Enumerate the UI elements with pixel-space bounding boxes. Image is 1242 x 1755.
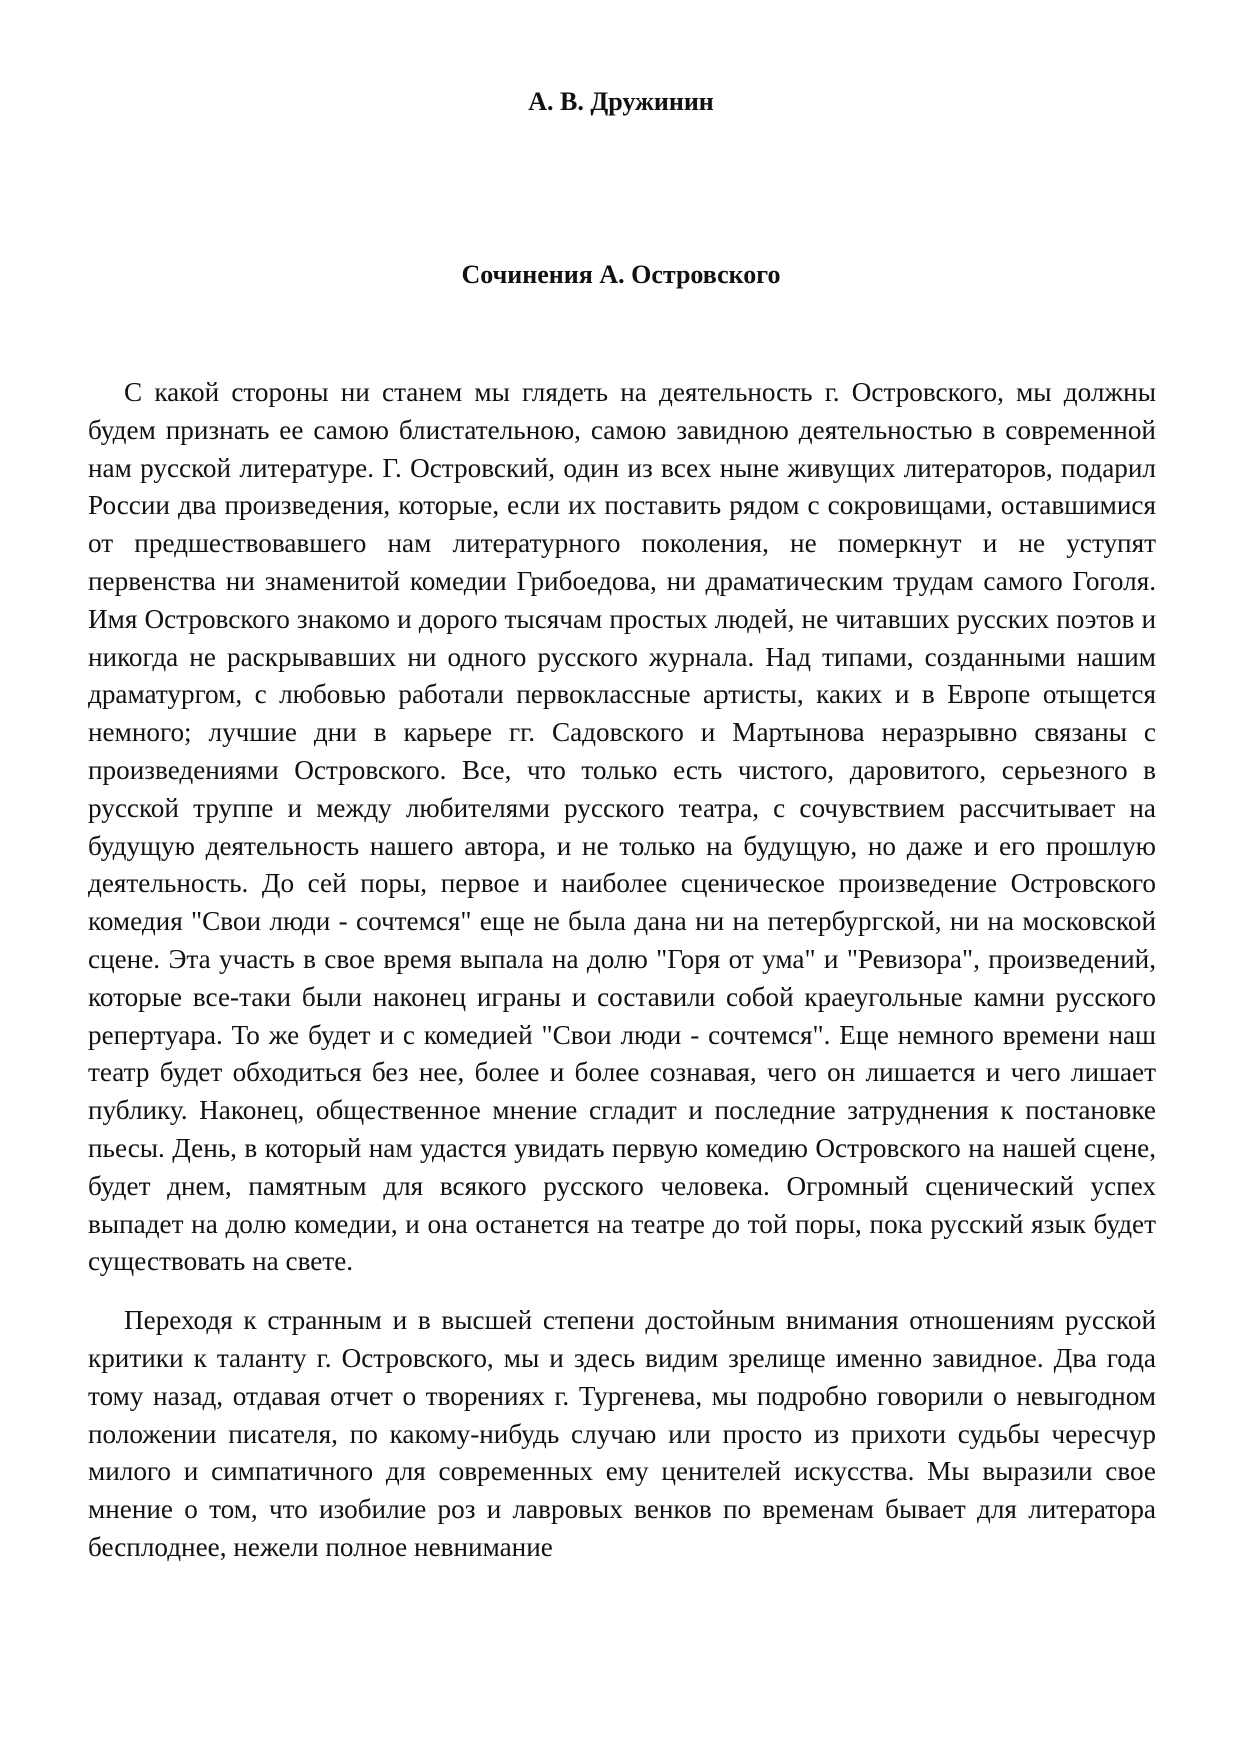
author-name: А. В. Дружинин xyxy=(528,87,714,116)
document-title: Сочинения А. Островского xyxy=(461,260,781,289)
document-body xyxy=(88,374,1156,1567)
paragraph-2: Переходя к странным и в высшей степени достойным внимания отношениям русской критики к таланту г. Островского, мы и здесь видим зрелище именно завидное. Два года тому назад, отдавая отчет о творениях г. Тургенева, мы подробно говорили о невыгодном положении писателя, по какому-нибудь случаю или просто из прихоти судьбы чересчур милого и симпатичного для современных ему ценителей искусства. Мы выразили свое мнение о том, что изобилие роз и лавровых венков по временам бывает для литератора бесплоднее, нежели полное невнимание xyxy=(88,1305,1156,1562)
paragraph-1: С какой стороны ни станем мы глядеть на деятельность г. Островского, мы должны будем признать ее самою блистательною, самою завидною деятельностью в современной нам русской литературе. Г. Островский, один из всех ныне живущих литераторов, подарил России два произведения, которые, если их поставить рядом с сокровищами, оставшимися от предшествовавшего нам литературного поколения, не померкнут и не уступят первенства ни знаменитой комедии Грибоедова, ни драматическим трудам самого Гоголя. Имя Островского знакомо и дорого тысячам простых людей, не читавших русских поэтов и никогда не раскрывавших ни одного русского журнала. Над типами, созданными нашим драматургом, с любовью работали первоклассные артисты, каких и в Европе отыщется немного; лучшие дни в карьере гг. Садовского и Мартынова неразрывно связаны с произведениями Островского. Все, что только есть чистого, даровитого, серьезного в русской труппе и между любителями русского театра, с сочувствием рассчитывает на будущую деятельность нашего автора, и не только на будущую, но даже и его прошлую деятельность. До сей поры, первое и наиболее сценическое произведение Островского комедия "Свои люди - сочтемся" еще не была дана ни на петербургской, ни на московской сцене. Эта участь в свое время выпала на долю "Горя от ума" и "Ревизора", произведений, которые все-таки были наконец играны и составили собой краеугольные камни русского репертуара. То же будет и с комедией "Свои люди - сочтемся". Еще немного времени наш театр будет обходиться без нее, более и более сознавая, чего он лишается и чего лишает публику. Наконец, общественное мнение сгладит и последние затруднения к постановке пьесы. День, в который нам удастся увидать первую комедию Островского на нашей сцене, будет днем, памятным для всякого русского человека. Огромный сценический успех выпадет на долю комедии, и она останется на театре до той поры, пока русский язык будет существовать на свете. xyxy=(88,377,1156,1277)
